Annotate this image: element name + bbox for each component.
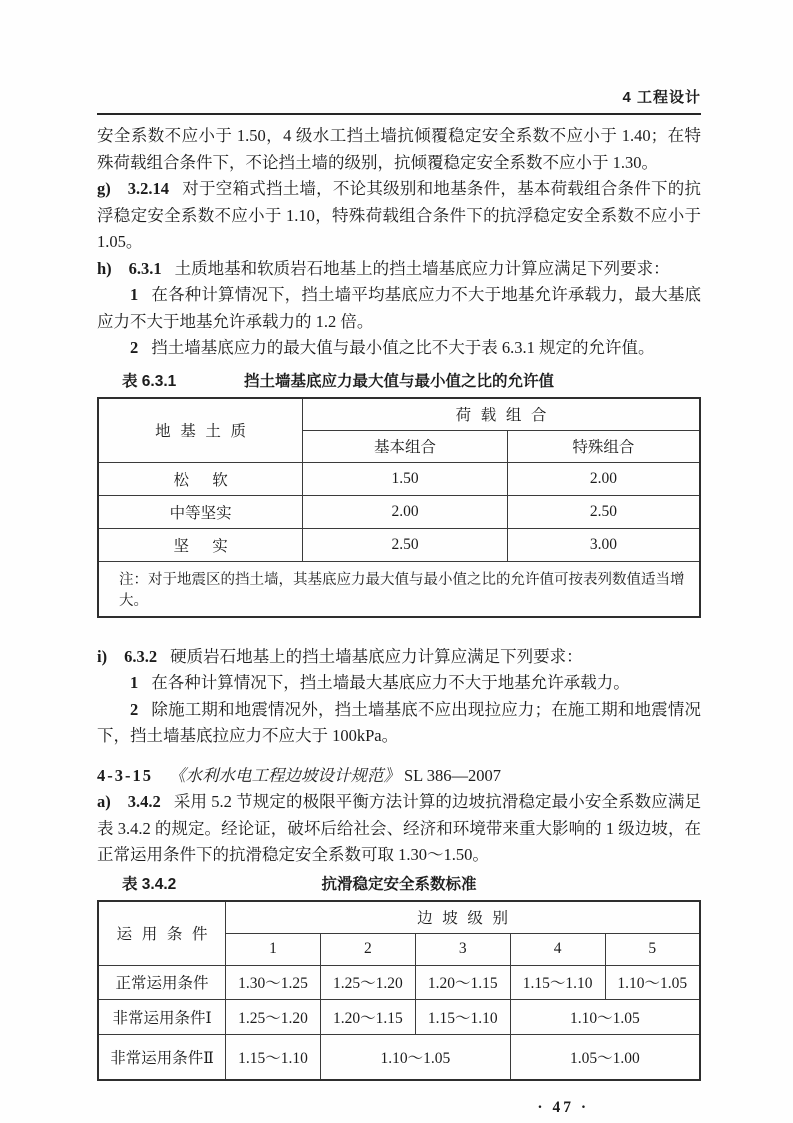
table-caption-3-4-2	[97, 875, 701, 895]
cell-condition: 非常运用条件Ⅱ	[98, 1034, 226, 1080]
table-row	[98, 561, 700, 617]
header-cell-grade: 3	[415, 933, 510, 965]
paragraph-continuation	[97, 123, 701, 176]
table-title: 挡土墙基底应力最大值与最小值之比的允许值	[243, 372, 554, 390]
paragraph-text: 在各种计算情况下，挡土墙最大基底应力不大于地基允许承载力。	[151, 673, 630, 692]
paragraph-text: 土质地基和软质岩石地基上的挡土墙基底应力计算应满足下列要求：	[174, 258, 670, 278]
clause-letter: g)	[97, 179, 111, 198]
cell-value: 1.10～1.05	[510, 999, 700, 1034]
cell-value: 1.10～1.05	[320, 1034, 510, 1080]
list-number: 2	[130, 699, 139, 719]
list-number: 2	[130, 338, 139, 357]
cell-value: 2.50	[303, 528, 508, 561]
running-header: 4 工程设计	[97, 88, 701, 115]
header-cell-grade: 4	[510, 933, 605, 965]
header-cell-soil-type: 地基土质	[98, 398, 303, 463]
table-row	[98, 462, 700, 495]
paragraph-text: 对于空箱式挡土墙，不论其级别和地基条件，基本荷载组合条件下的抗浮稳定安全系数不应小于 1.10，特殊荷载组合条件下的抗浮稳定安全系数不应小于 1.05。	[97, 179, 701, 251]
cell-soil: 松软	[98, 462, 303, 495]
paragraph-clause-a	[97, 789, 701, 869]
header-cell-grade: 2	[320, 933, 415, 965]
list-number: 1	[130, 673, 139, 692]
cell-value: 1.25～1.20	[320, 965, 415, 999]
paragraph-clause-h	[97, 256, 701, 283]
list-number: 1	[130, 285, 139, 304]
header-cell-basic: 基本组合	[303, 430, 508, 462]
header-cell-slope-grade: 边坡级别	[226, 901, 700, 934]
table-row	[98, 1034, 700, 1080]
paragraph-text: 安全系数不应小于 1.50，4 级水工挡土墙抗倾覆稳定安全系数不应小于 1.40；在特殊荷载组合条件下，不论挡土墙的级别，抗倾覆稳定安全系数不应小于 1.30。	[97, 126, 701, 172]
header-cell-grade: 1	[226, 933, 321, 965]
list-item-1	[97, 282, 701, 335]
clause-number: 3.4.2	[127, 792, 161, 811]
header-cell-load-combination: 荷载组合	[303, 398, 700, 431]
paragraph-text: 挡土墙基底应力的最大值与最小值之比不大于表 6.3.1 规定的允许值。	[151, 338, 655, 357]
header-cell-special: 特殊组合	[507, 430, 700, 462]
page-body	[97, 123, 701, 1117]
table-row	[98, 999, 700, 1034]
cell-condition: 非常运用条件Ⅰ	[98, 999, 226, 1034]
paragraph-text: 硬质岩石地基上的挡土墙基底应力计算应满足下列要求：	[170, 646, 583, 666]
clause-number: 3.2.14	[127, 179, 169, 198]
page-number: · 47 ·	[537, 1098, 589, 1116]
table-6-3-1	[97, 397, 701, 618]
clause-number: 6.3.2	[124, 646, 158, 666]
table-title: 抗滑稳定安全系数标准	[321, 875, 477, 893]
cell-soil: 中等坚实	[98, 495, 303, 528]
table-label: 表 3.4.2	[122, 875, 177, 893]
cell-value: 1.20～1.15	[320, 999, 415, 1034]
cell-value: 2.50	[507, 495, 700, 528]
paragraph-clause-g	[97, 176, 701, 256]
table-row	[98, 528, 700, 561]
paragraph-text: 在各种计算情况下，挡土墙平均基底应力不大于地基允许承载力，最大基底应力不大于地基允许承载力的 1.2 倍。	[97, 285, 701, 331]
section-number: 4-3-15	[97, 765, 153, 785]
table-row	[98, 901, 700, 934]
cell-soil: 坚实	[98, 528, 303, 561]
cell-condition: 正常运用条件	[98, 965, 226, 999]
table-label: 表 6.3.1	[122, 372, 177, 390]
standard-title: 《水利水电工程边坡设计规范》	[169, 765, 400, 785]
cell-value: 1.25～1.20	[226, 999, 321, 1034]
cell-value: 1.05～1.00	[510, 1034, 700, 1080]
header-cell-operating-condition: 运用条件	[98, 901, 226, 966]
list-item-2	[97, 697, 701, 750]
paragraph-text: 采用 5.2 节规定的极限平衡方法计算的边坡抗滑稳定最小安全系数应满足表 3.4.2 的规定。经论证，破坏后给社会、经济和环境带来重大影响的 1 级边坡，在正常运用条件下的抗滑稳定安全系数可取 1.30～1.50。	[97, 792, 701, 864]
table-row	[98, 495, 700, 528]
clause-letter: h)	[97, 258, 112, 278]
list-item-2	[97, 335, 701, 362]
clause-number: 6.3.1	[128, 258, 162, 278]
cell-value: 1.15～1.10	[415, 999, 510, 1034]
section-heading	[97, 763, 701, 790]
cell-value: 1.20～1.15	[415, 965, 510, 999]
cell-value: 1.50	[303, 462, 508, 495]
cell-value: 1.10～1.05	[605, 965, 700, 999]
cell-value: 2.00	[303, 495, 508, 528]
cell-value: 2.00	[507, 462, 700, 495]
cell-value: 3.00	[507, 528, 700, 561]
cell-value: 1.15～1.10	[510, 965, 605, 999]
table-caption-6-3-1	[97, 372, 701, 392]
table-row	[98, 398, 700, 431]
list-item-1	[97, 670, 701, 697]
cell-value: 1.15～1.10	[226, 1034, 321, 1080]
standard-code: SL 386—2007	[404, 765, 502, 785]
table-note: 注：对于地震区的挡土墙，其基底应力最大值与最小值之比的允许值可按表列数值适当增大。	[98, 561, 700, 617]
clause-letter: i)	[97, 646, 108, 666]
table-3-4-2	[97, 900, 701, 1081]
paragraph-clause-i	[97, 644, 701, 671]
paragraph-text: 除施工期和地震情况外，挡土墙基底不应出现拉应力；在施工期和地震情况下，挡土墙基底拉应力不应大于 100kPa。	[97, 699, 701, 745]
cell-value: 1.30～1.25	[226, 965, 321, 999]
clause-letter: a)	[97, 792, 111, 811]
table-row	[98, 965, 700, 999]
header-cell-grade: 5	[605, 933, 700, 965]
